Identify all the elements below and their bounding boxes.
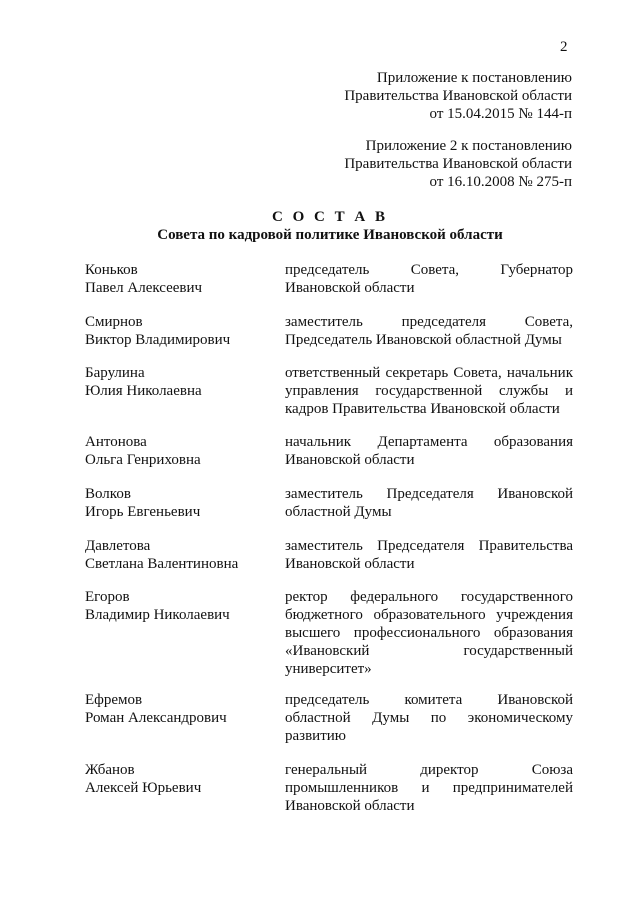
member-given-names: Роман Александрович: [85, 710, 227, 726]
role-line: ответственный секретарь Совета, начальник: [285, 365, 573, 381]
member-role: [285, 313, 573, 349]
role-line: заместитель Председателя Правительства: [285, 538, 573, 554]
member-name: [85, 588, 275, 624]
member-name: [85, 364, 275, 400]
appendix-current-line-3: от 15.04.2015 № 144-п: [429, 106, 572, 122]
member-surname: Ефремов: [85, 692, 143, 708]
member-role: [285, 364, 573, 418]
member-name: [85, 313, 275, 349]
role-line: председатель комитета Ивановской: [285, 692, 573, 708]
role-line: областной Думы по экономическому: [285, 710, 573, 726]
member-surname: Жбанов: [85, 762, 135, 778]
document-title: С О С Т А В: [272, 209, 388, 225]
member-given-names: Светлана Валентиновна: [85, 556, 239, 572]
role-line: развитию: [285, 728, 346, 744]
member-given-names: Виктор Владимирович: [85, 332, 231, 348]
member-name: [85, 485, 275, 521]
member-role: [285, 691, 573, 745]
member-role: [285, 537, 573, 573]
role-line: университет»: [285, 661, 372, 677]
member-surname: Антонова: [85, 434, 147, 450]
member-given-names: Владимир Николаевич: [85, 607, 230, 623]
role-line: Ивановской области: [285, 452, 415, 468]
member-surname: Барулина: [85, 365, 145, 381]
appendix-block-current: [272, 69, 572, 123]
member-given-names: Ольга Генриховна: [85, 452, 201, 468]
appendix-current-line-2: Правительства Ивановской области: [344, 88, 572, 104]
member-given-names: Алексей Юрьевич: [85, 780, 202, 796]
member-surname: Давлетова: [85, 538, 151, 554]
member-surname: Смирнов: [85, 314, 143, 330]
role-line: Председатель Ивановской областной Думы: [285, 332, 562, 348]
member-surname: Коньков: [85, 262, 138, 278]
member-role: [285, 485, 573, 521]
page-number: 2: [560, 39, 568, 55]
role-line: председатель Совета, Губернатор: [285, 262, 573, 278]
role-line: генеральный директор Союза: [285, 762, 573, 778]
role-line: заместитель председателя Совета,: [285, 314, 573, 330]
role-line: промышленников и предпринимателей: [285, 780, 573, 796]
role-line: заместитель Председателя Ивановской: [285, 486, 573, 502]
member-role: [285, 433, 573, 469]
member-surname: Егоров: [85, 589, 130, 605]
member-role: [285, 761, 573, 815]
role-line: Ивановской области: [285, 280, 415, 296]
role-line: начальник Департамента образования: [285, 434, 573, 450]
role-line: ректор федерального государственного: [285, 589, 573, 605]
appendix-block-original: [272, 137, 572, 191]
member-given-names: Юлия Николаевна: [85, 383, 202, 399]
role-line: высшего профессионального образования: [285, 625, 573, 641]
appendix-original-line-3: от 16.10.2008 № 275-п: [429, 174, 572, 190]
member-name: [85, 261, 275, 297]
member-role: [285, 261, 573, 297]
member-name: [85, 433, 275, 469]
member-given-names: Игорь Евгеньевич: [85, 504, 201, 520]
role-line: управления государственной службы и: [285, 383, 573, 399]
member-name: [85, 761, 275, 797]
role-line: бюджетного образовательного учреждения: [285, 607, 573, 623]
appendix-original-line-1: Приложение 2 к постановлению: [365, 138, 572, 154]
document-subtitle: Совета по кадровой политике Ивановской области: [157, 227, 503, 243]
member-surname: Волков: [85, 486, 131, 502]
role-line: Ивановской области: [285, 556, 415, 572]
member-role: [285, 588, 573, 678]
role-line: областной Думы: [285, 504, 392, 520]
role-line: «Ивановский государственный: [285, 643, 573, 659]
member-name: [85, 537, 275, 573]
role-line: Ивановской области: [285, 798, 415, 814]
member-given-names: Павел Алексеевич: [85, 280, 203, 296]
appendix-original-line-2: Правительства Ивановской области: [344, 156, 572, 172]
member-name: [85, 691, 275, 727]
appendix-current-line-1: Приложение к постановлению: [376, 70, 572, 86]
role-line: кадров Правительства Ивановской области: [285, 401, 560, 417]
